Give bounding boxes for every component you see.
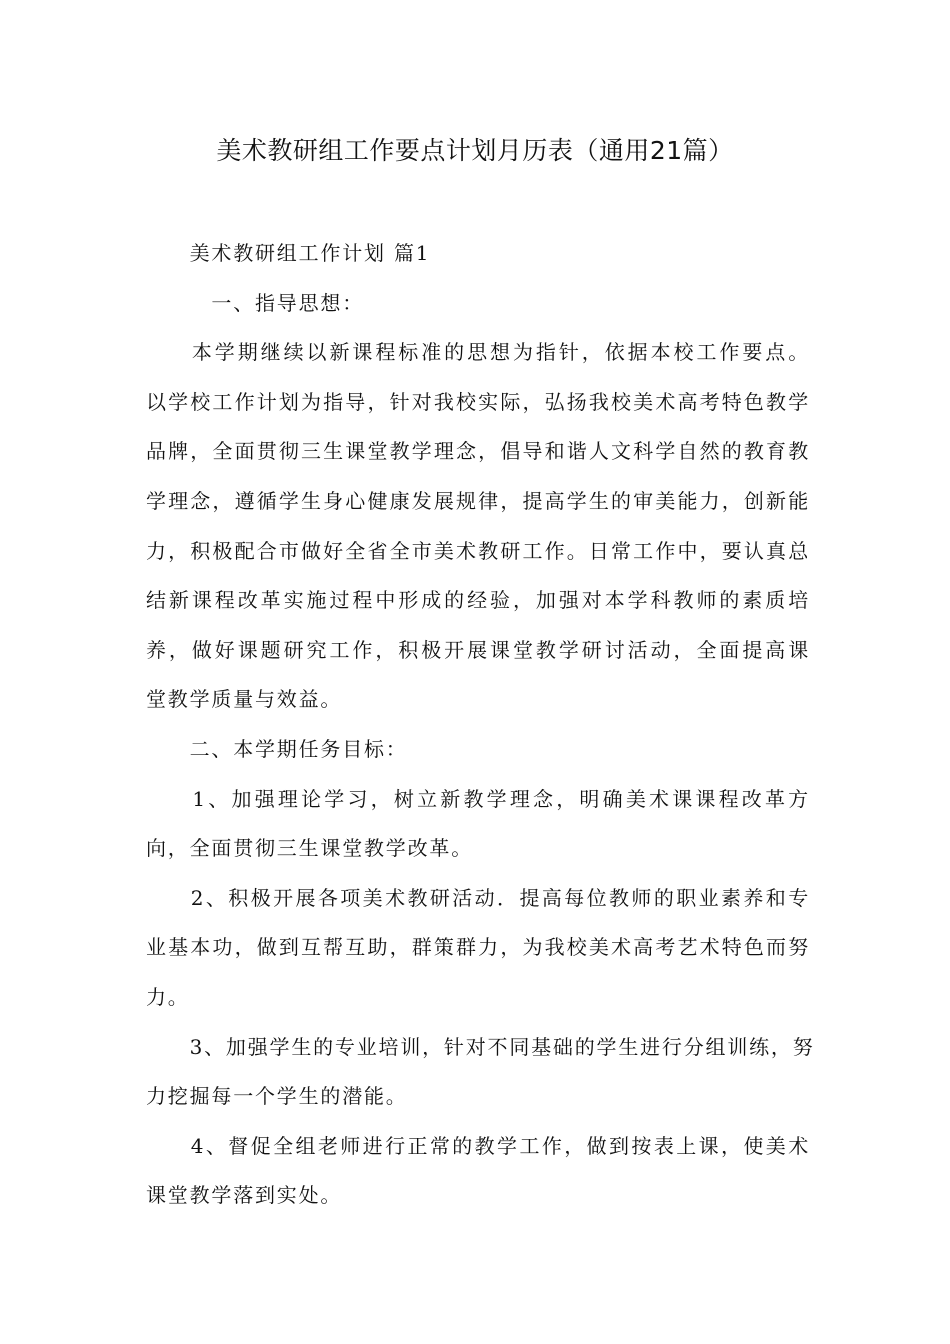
document-body [146,229,815,1221]
paragraph-line: 力挖掘每一个学生的潜能。 [146,1084,408,1109]
paragraph-line: 一、指导思想： [146,290,364,315]
paragraph-line: 养，做好课题研究工作，积极开展课堂教学研讨活动，全面提高课 [146,637,810,662]
page-title: 美术教研组工作要点计划月历表（通用21篇） [216,136,734,165]
paragraph-line: 课堂教学落到实处。 [146,1183,343,1208]
paragraph-line: 美术教研组工作计划 篇1 [146,241,431,265]
paragraph-line: 1、加强理论学习，树立新教学理念，明确美术课课程改革方 [146,786,810,811]
paragraph-line: 结新课程改革实施过程中形成的经验，加强对本学科教师的素质培 [146,588,810,613]
paragraph-line: 学理念，遵循学生身心健康发展规律，提高学生的审美能力，创新能 [146,488,810,513]
paragraph-line: 2、积极开展各项美术教研活动．提高每位教师的职业素养和专 [146,885,810,910]
paragraph-line: 力。 [146,984,190,1009]
paragraph-line: 品牌，全面贯彻三生课堂教学理念，倡导和谐人文科学自然的教育教 [146,439,810,464]
paragraph-line: 以学校工作计划为指导，针对我校实际，弘扬我校美术高考特色教学 [146,389,810,414]
paragraph-line: 4、督促全组老师进行正常的教学工作，做到按表上课，使美术 [146,1133,810,1158]
paragraph-line: 本学期继续以新课程标准的思想为指针，依据本校工作要点。 [146,340,810,365]
paragraph-line: 3、加强学生的专业培训，针对不同基础的学生进行分组训练，努 [146,1034,815,1059]
paragraph-line: 向，全面贯彻三生课堂教学改革。 [146,836,473,861]
paragraph-line: 二、本学期任务目标： [146,736,408,761]
paragraph-line: 力，积极配合市做好全省全市美术教研工作。日常工作中，要认真总 [146,538,810,563]
paragraph-line: 堂教学质量与效益。 [146,687,343,712]
paragraph-line: 业基本功，做到互帮互助，群策群力，为我校美术高考艺术特色而努 [146,935,810,960]
